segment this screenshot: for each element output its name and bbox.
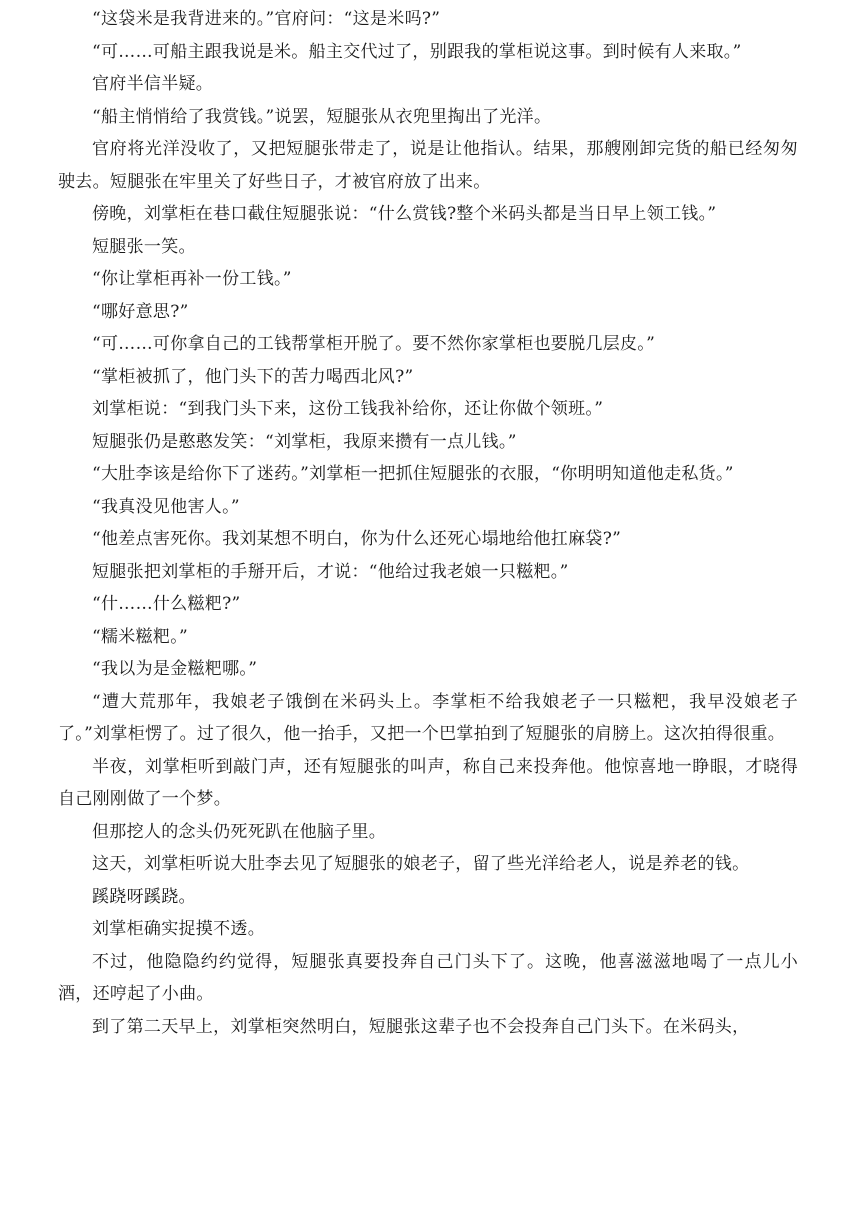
paragraph: 刘掌柜说：“到我门头下来，这份工钱我补给你，还让你做个领班。” (92, 399, 604, 419)
paragraph: “我真没见他害人。” (92, 496, 240, 517)
paragraph: “什……什么糍粑?” (92, 594, 241, 614)
paragraph: “可……可船主跟我说是米。船主交代过了，别跟我的掌柜说这事。到时候有人来取。” (92, 41, 742, 62)
paragraph: 刘掌柜确实捉摸不透。 (92, 919, 265, 939)
paragraph: “可……可你拿自己的工钱帮掌柜开脱了。要不然你家掌柜也要脱几层皮。” (92, 334, 656, 354)
paragraph: “他差点害死你。我刘某想不明白，你为什么还死心塌地给他扛麻袋?” (92, 529, 622, 549)
paragraph: 短腿张仍是憨憨发笑：“刘掌柜，我原来攒有一点儿钱。” (92, 431, 517, 452)
paragraph: 官府半信半疑。 (92, 74, 214, 94)
paragraph: “你让掌柜再补一份工钱。” (92, 269, 292, 289)
paragraph: “哪好意思?” (92, 301, 189, 322)
paragraph: 半夜，刘掌柜听到敲门声，还有短腿张的叫声，称自己来投奔他。他惊喜地一睁眼，才晓得自己刚刚做了一个梦。 (58, 756, 798, 809)
paragraph: “大肚李该是给你下了迷药。”刘掌柜一把抓住短腿张的衣服，“你明明知道他走私货。” (92, 464, 734, 484)
paragraph: 傍晚，刘掌柜在巷口截住短腿张说：“什么赏钱?整个米码头都是当日早上领工钱。” (92, 204, 717, 224)
paragraph: 短腿张把刘掌柜的手掰开后，才说：“他给过我老娘一只糍粑。” (92, 561, 569, 582)
paragraph: 短腿张一笑。 (92, 236, 196, 257)
paragraph: “掌柜被抓了，他门头下的苦力喝西北风?” (92, 366, 414, 387)
paragraph: “船主悄悄给了我赏钱。”说罢，短腿张从衣兜里掏出了光洋。 (92, 106, 552, 127)
paragraph: 不过，他隐隐约约觉得，短腿张真要投奔自己门头下了。这晚，他喜滋滋地喝了一点儿小酒，还哼起了小曲。 (58, 951, 798, 1004)
paragraph: 到了第二天早上，刘掌柜突然明白，短腿张这辈子也不会投奔自己门头下。在米码头， (92, 1016, 750, 1037)
paragraph: “这袋米是我背进来的。”官府问：“这是米吗?” (92, 9, 441, 29)
paragraph: “遭大荒那年，我娘老子饿倒在米码头上。李掌柜不给我娘老子一只糍粑，我早没娘老子了。”刘掌柜愣了。过了很久，他一抬手，又把一个巴掌拍到了短腿张的肩膀上。这次拍得很重。 (58, 691, 798, 744)
paragraph: 但那挖人的念头仍死死趴在他脑子里。 (92, 821, 387, 842)
paragraph: “糯米糍粑。” (92, 626, 188, 647)
paragraph: 这天，刘掌柜听说大肚李去见了短腿张的娘老子，留了些光洋给老人，说是养老的钱。 (92, 854, 750, 874)
paragraph: 蹊跷呀蹊跷。 (92, 886, 196, 907)
paragraph: “我以为是金糍粑哪。” (92, 659, 258, 679)
paragraph: 官府将光洋没收了，又把短腿张带走了，说是让他指认。结果，那艘刚卸完货的船已经匆匆驶去。短腿张在牢里关了好些日子，才被官府放了出来。 (58, 139, 798, 192)
